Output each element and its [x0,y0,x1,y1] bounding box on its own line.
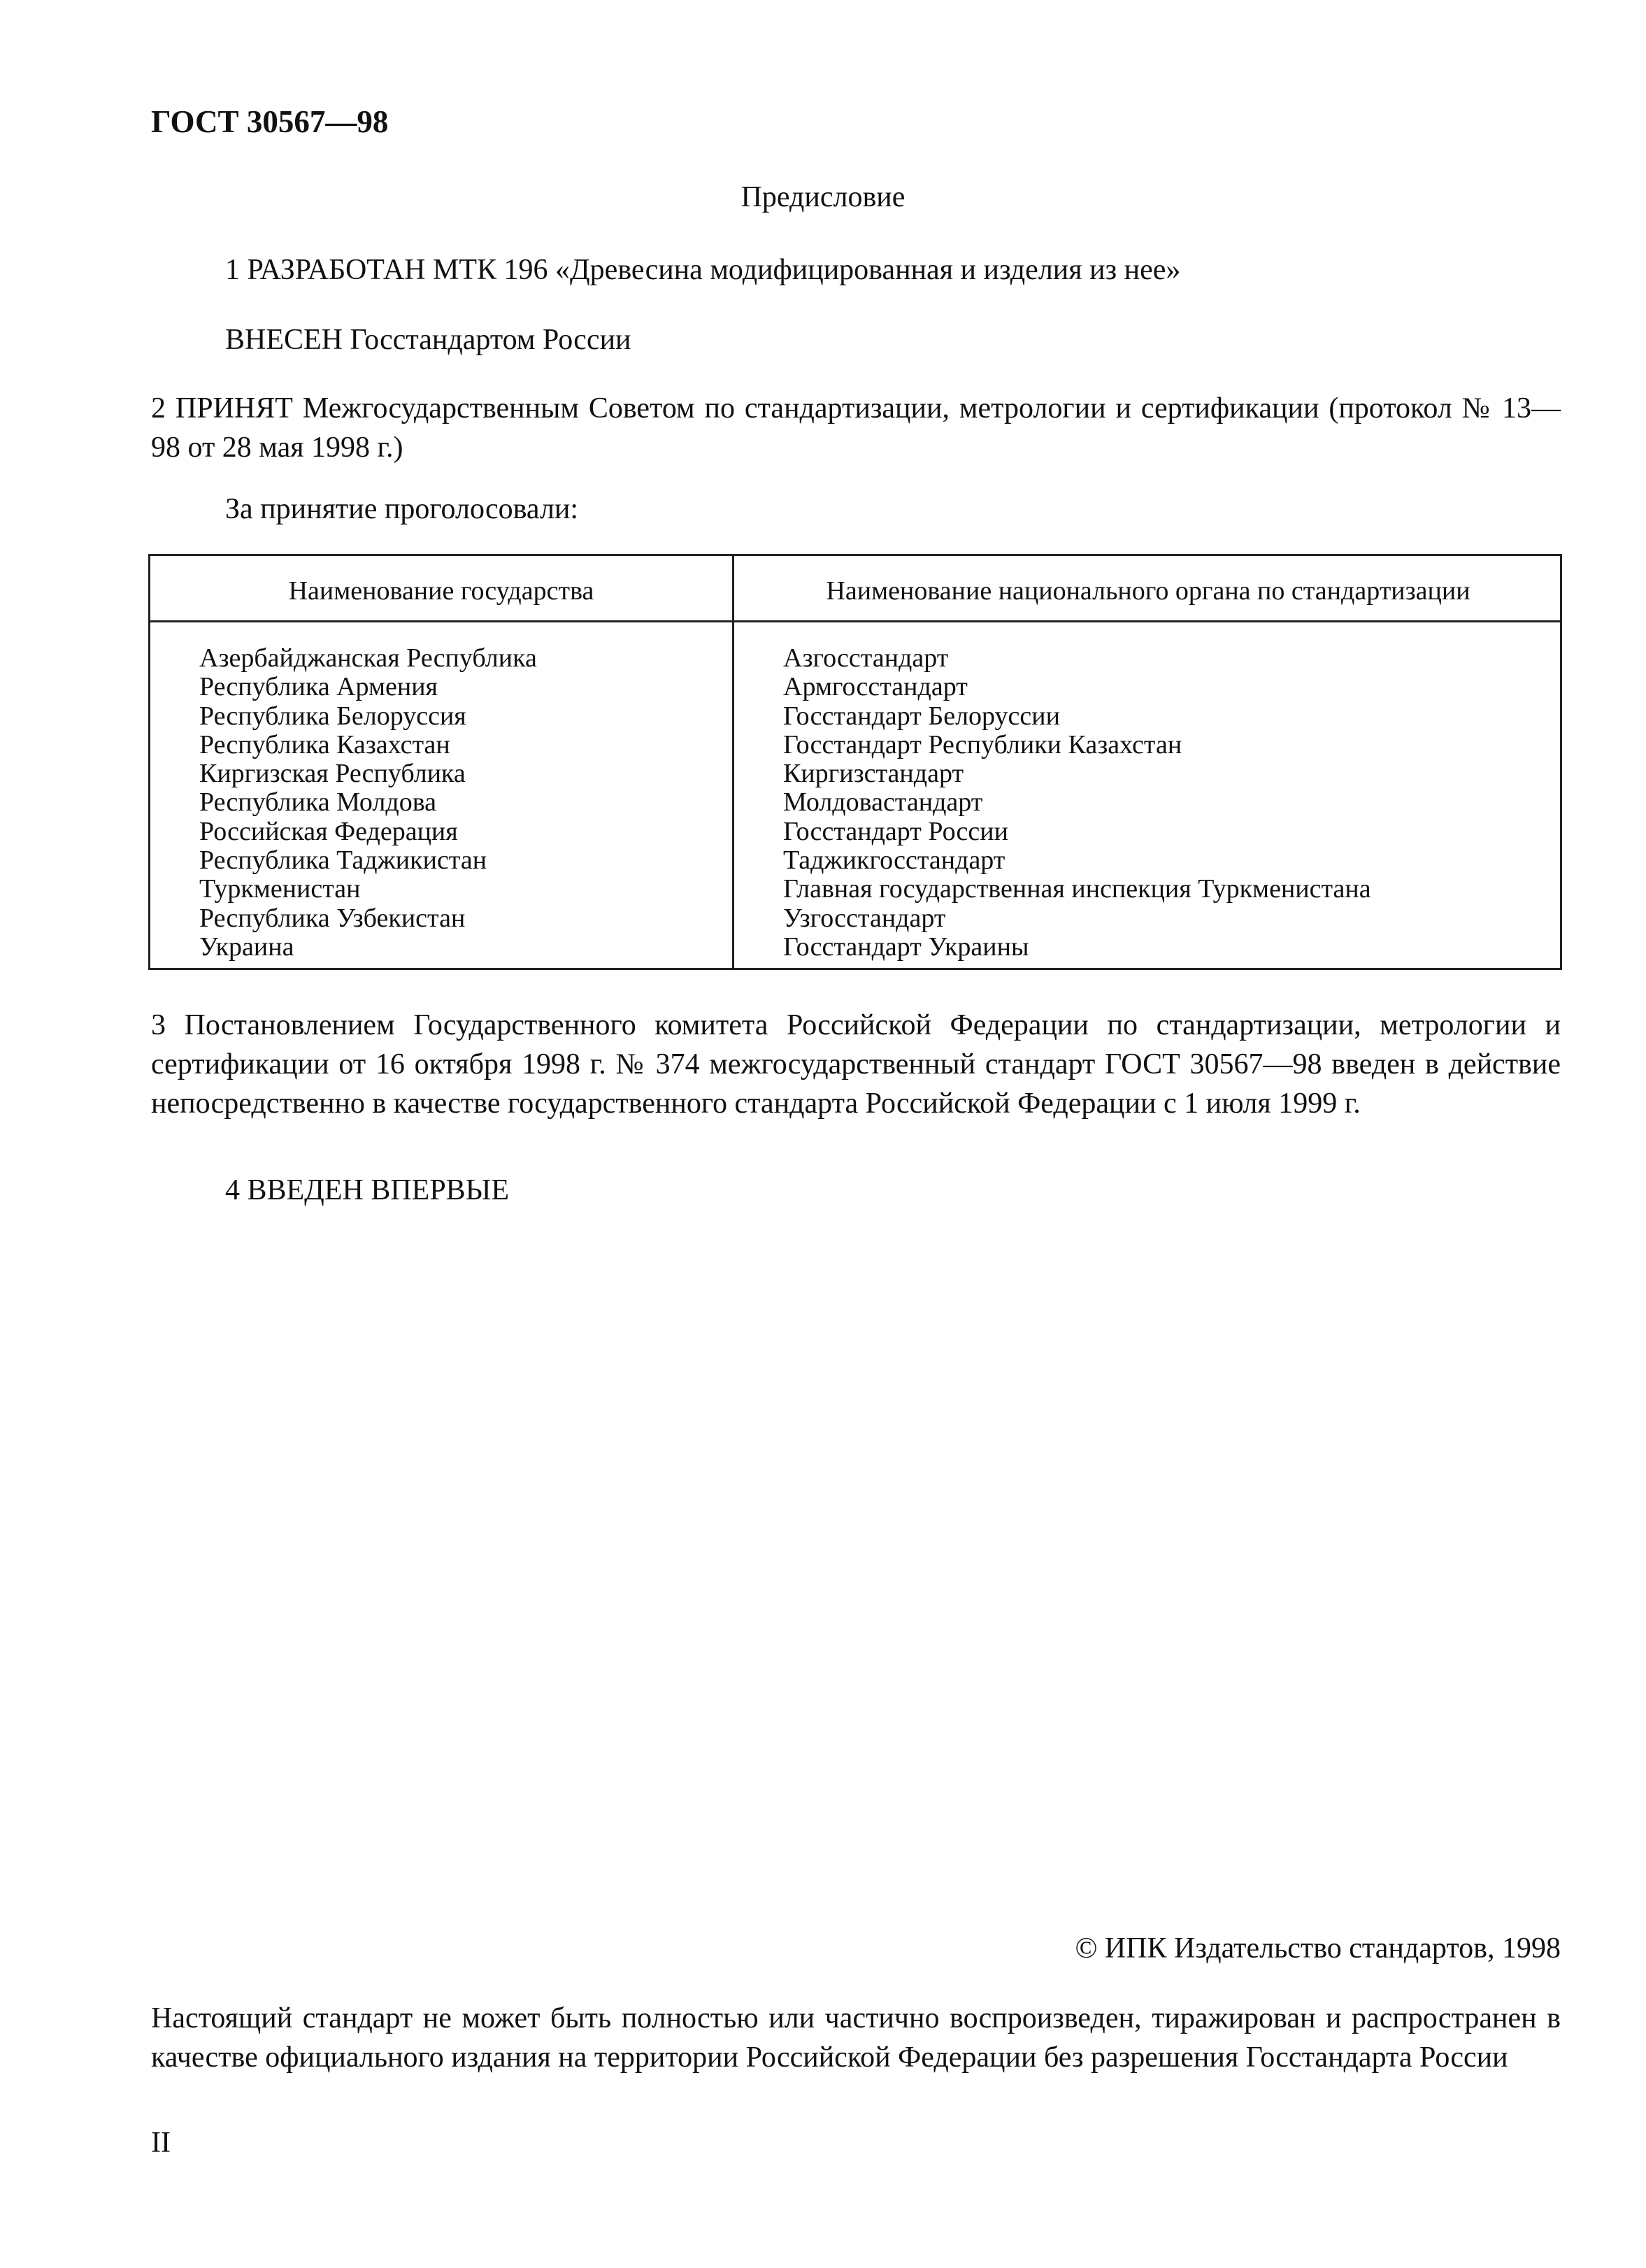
table-cell-state: Российская Федерация [199,816,458,846]
voting-table [148,554,1562,970]
table-cell-state: Киргизская Республика [199,759,466,789]
table-cell-body: Узгосстандарт [783,903,946,933]
table-cell-body: Главная государственная инспекция Туркменистана [783,874,1371,904]
paragraph-developed-by: 1 РАЗРАБОТАН МТК 196 «Древесина модифицированная и изделия из нее» [225,254,1181,286]
table-cell-body: Таджикгосстандарт [783,846,1006,876]
document-header-code: ГОСТ 30567—98 [151,104,389,139]
table-cell-body: Госстандарт России [783,816,1008,846]
table-cell-body: Азгосстандарт [783,643,949,673]
paragraph-first-introduced: 4 ВВЕДЕН ВПЕРВЫЕ [225,1174,509,1206]
table-cell-body: Госстандарт Украины [783,932,1029,962]
table-cell-state: Республика Армения [199,672,438,702]
copyright-line: © ИПК Издательство стандартов, 1998 [1075,1932,1561,1964]
table-cell-body: Молдовастандарт [783,787,983,818]
table-column-divider [732,556,734,968]
paragraph-introduced-by: ВНЕСЕН Госстандартом России [225,324,631,356]
table-column-bodies [783,644,1371,962]
table-cell-state: Украина [199,932,294,962]
table-column-states [199,644,537,962]
table-cell-body: Киргизстандарт [783,759,964,789]
table-cell-state: Республика Узбекистан [199,903,466,933]
paragraph-adopted-by: 2 ПРИНЯТ Межгосударственным Советом по стандартизации, метрологии и сертификации (протокол № 13—98 от 28 мая 1998 г.) [151,392,1561,464]
table-cell-state: Республика Белоруссия [199,701,466,731]
table-cell-state: Азербайджанская Республика [199,643,537,673]
paragraph-enacted: 3 Постановлением Государственного комитета Российской Федерации по стандартизации, метрологии и сертификации от 16 октября 1998 г. № 374 межгосударственный стандарт ГОСТ 30567—98 введен в действие непосредственно в качестве государственного стандарта Российской Федерации с 1 июля 1999 г. [151,1009,1561,1120]
table-cell-state: Республика Таджикистан [199,846,487,876]
table-cell-body: Армгосстандарт [783,672,968,702]
table-cell-state: Туркменистан [199,874,361,904]
table-cell-body: Госстандарт Белоруссии [783,701,1060,731]
table-header-state: Наименование государства [288,576,594,606]
table-cell-body: Госстандарт Республики Казахстан [783,729,1182,759]
paragraph-vote-intro: За принятие проголосовали: [225,493,579,525]
page-title: Предисловие [740,181,906,213]
table-header-divider [150,620,1560,622]
table-header-body: Наименование национального органа по стандартизации [826,576,1470,606]
table-cell-state: Республика Молдова [199,787,437,818]
page-number: II [151,2127,171,2159]
table-cell-state: Республика Казахстан [199,729,450,759]
reproduction-notice: Настоящий стандарт не может быть полностью или частично воспроизведен, тиражирован и распространен в качестве официального издания на территории Российской Федерации без разрешения Госстандарта России [151,2002,1561,2074]
